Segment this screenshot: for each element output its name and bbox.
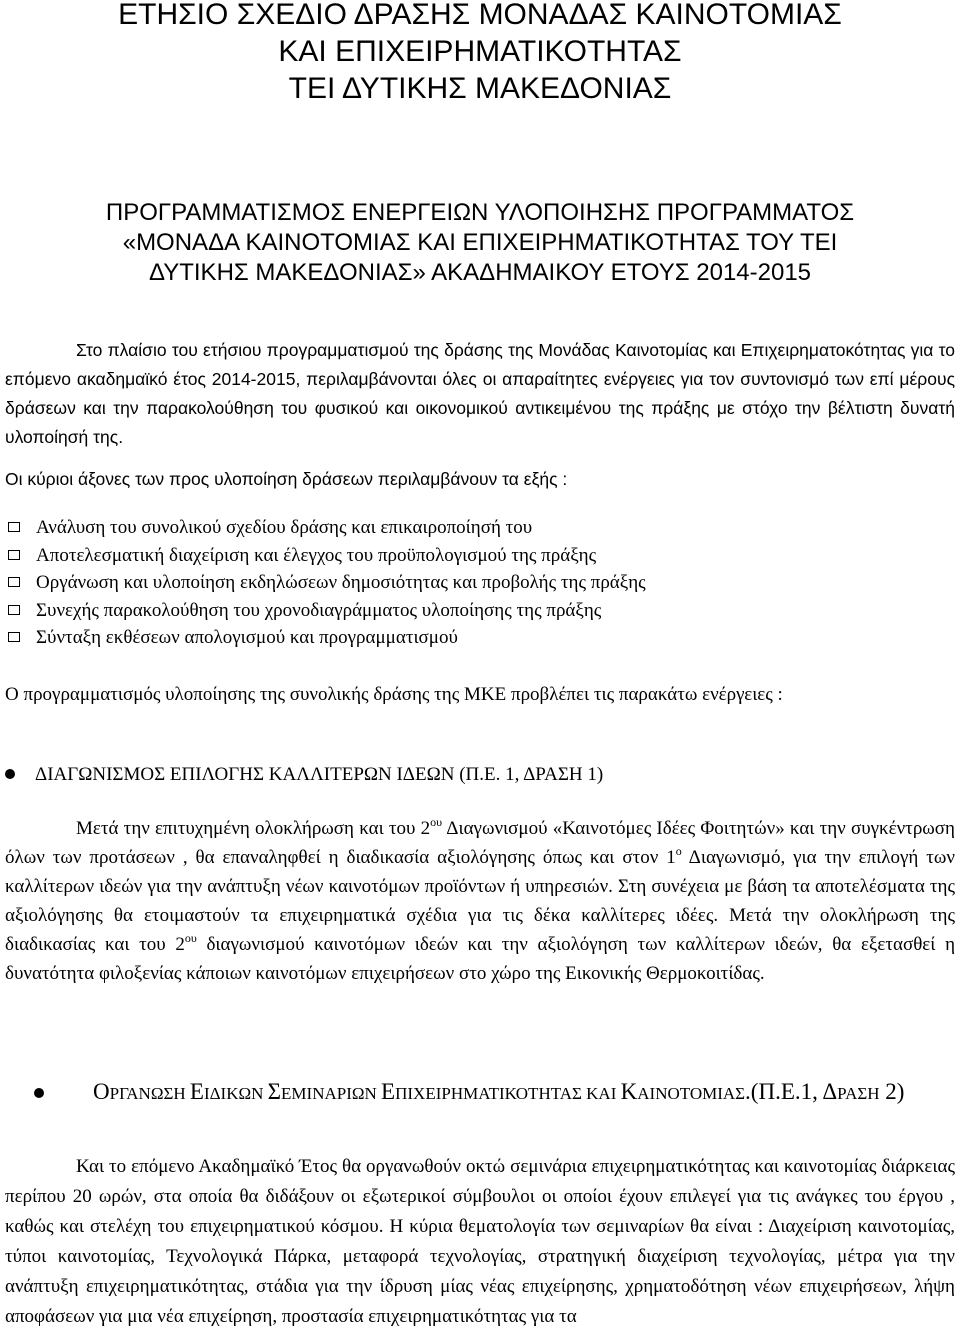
action-1-paragraph — [5, 814, 955, 988]
text-run: ΡΑΣΗ — [837, 1084, 880, 1103]
list-item — [5, 514, 955, 542]
action-2-paragraph: Και το επόμενο Ακαδημαϊκό Έτος θα οργανωθούν οκτώ σεμινάρια επιχειρηματικότητας και καινοτομίας διάρκειας περίπου 20 ωρών, στα οποία θα διδάξουν οι εξωτερικοί σύμβουλοι οι οποίοι έχουν επιλεγεί για τις ανάγκες του έργου , καθώς και στελέχη του επιχειρηματικού κόσμου. Η κύρια θεματολογία των σεμιναρίων θα είναι : Διαχείριση καινοτομίας, τύποι καινοτομίας, Τεχνολογικά Πάρκα, μεταφορά τεχνολογίας, στρατηγική διαχείριση τεχνολογίας, μέτρα για την ανάπτυξη επιχειρηματικότητας, στάδια για την ίδρυση μίας νέας επιχείρησης, χρηματοδότηση νέων επιχειρήσεων, λήψη αποφάσεων για μια νέα επιχείρηση, προστασία επιχειρηματικότητας για τα — [5, 1156, 955, 1327]
subtitle-line-2: «ΜΟΝΑΔΑ ΚΑΙΝΟΤΟΜΙΑΣ ΚΑΙ ΕΠΙΧΕΙΡΗΜΑΤΙΚΟΤΗΤΑΣ ΤΟΥ ΤΕΙ — [122, 229, 838, 256]
title-line-1: ΕΤΗΣΙΟ ΣΧΕΔΙΟ ΔΡΑΣΗΣ ΜΟΝΑΔΑΣ ΚΑΙΝΟΤΟΜΙΑΣ — [118, 0, 842, 31]
text-run: ΙΔΙΚΩΝ — [203, 1084, 268, 1103]
superscript: ου — [430, 815, 443, 829]
axis-text: Συνεχής παρακολούθηση του χρονοδιαγράμματος υλοποίησης της πράξης — [36, 599, 602, 621]
document-title — [0, 0, 960, 107]
subtitle-line-3: ΔΥΤΙΚΗΣ ΜΑΚΕΔΟΝΙΑΣ» ΑΚΑΔΗΜΑΙΚΟΥ ΕΤΟΥΣ 2014-2015 — [148, 259, 812, 286]
bullet-icon — [5, 769, 15, 779]
list-item — [5, 597, 955, 625]
text-run: διαγωνισμού καινοτόμων ιδεών και την αξιολόγηση των καλλίτερων ιδεών, θα εξετασθεί η δυνατότητα φιλοξενίας κάποιων καινοτόμων επιχειρήσεων στο χώρο της Εικονικής Θερμοκοιτίδας. — [5, 934, 956, 984]
action-1-heading-text: ΔΙΑΓΩΝΙΣΜΟΣ ΕΠΙΛΟΓΗΣ ΚΑΛΛΙΤΕΡΩΝ ΙΔΕΩΝ (Π.Ε. 1, ΔΡΑΣΗ 1) — [35, 764, 604, 785]
axes-list — [5, 514, 955, 652]
checkbox-icon — [8, 605, 20, 615]
text-run: Κ — [620, 1079, 638, 1104]
text-run: 2) — [879, 1079, 905, 1104]
text-run: ΕΜΙΝΑΡΙΩΝ — [281, 1084, 382, 1103]
text-run: Ε — [381, 1079, 396, 1104]
checkbox-icon — [8, 632, 20, 642]
text-run: .(Π.Ε.1, — [745, 1079, 823, 1104]
list-item — [5, 624, 955, 652]
list-item — [5, 569, 955, 597]
text-run: Διαγωνισμό, για την επιλογή των καλλίτερων ιδεών για την ανάπτυξη νέων καινοτόμων προϊόντων ή υπηρεσιών. Στη συνέχεια με βάση τα αποτελέσματα της αξιολόγησης θα ετοιμαστούν τα επιχειρηματικά σχέδια για τις δέκα καλλίτερες ιδέες. Μετά την ολοκλήρωση της διαδικασίας και του 2 — [5, 847, 956, 955]
text-run: ΡΓΑΝΩΣΗ — [109, 1084, 190, 1103]
text-run: Ο — [93, 1079, 110, 1104]
subtitle-line-1: ΠΡΟΓΡΑΜΜΑΤΙΣΜΟΣ ΕΝΕΡΓΕΙΩΝ ΥΛΟΠΟΙΗΣΗΣ ΠΡΟΓΡΑΜΜΑΤΟΣ — [105, 199, 855, 226]
planning-paragraph: Ο προγραμματισμός υλοποίησης της συνολικής δράσης της ΜΚΕ προβλέπει τις παρακάτω ενέργειες : — [5, 684, 783, 705]
text-run: ΑΙΝΟΤΟΜΙΑΣ — [637, 1084, 746, 1103]
axis-text: Αποτελεσματική διαχείριση και έλεγχος του προϋπολογισμού της πράξης — [36, 544, 597, 566]
axes-intro: Οι κύριοι άξονες των προς υλοποίηση δράσεων περιλαμβάνουν τα εξής : — [5, 469, 568, 489]
intro-paragraph: Στο πλαίσιο του ετήσιου προγραμματισμού της δράσης της Μονάδας Καινοτομίας και Επιχειρηματοκότητας για το επόμενο ακαδημαϊκό έτος 2014-2015, περιλαμβάνονται όλες οι απαραίτητες ενέργειες για τον συντονισμό των επί μέρους δράσεων και την παρακολούθηση του φυσικού και οικονομικού αντικειμένου της πράξης με στόχο την βέλτιστη δυνατή υλοποίησή της. — [5, 340, 955, 447]
action-2-heading — [5, 1076, 955, 1109]
text-run: Μετά την επιτυχημένη ολοκλήρωση και του 2 — [76, 818, 431, 839]
program-subtitle — [0, 198, 960, 288]
checkbox-icon — [8, 550, 20, 560]
text-run: Σ — [267, 1079, 282, 1104]
checkbox-icon — [8, 522, 20, 532]
checkbox-icon — [8, 577, 20, 587]
axis-text: Ανάλυση του συνολικού σχεδίου δράσης και επικαιροποίησή του — [36, 517, 533, 538]
text-run: Διαγωνισμού «Καινοτόμες Ιδέες Φοιτητών» και την συγκέντρωση όλων των προτάσεων , θα επαναληφθεί η διαδικασία αξιολόγησης όπως και στον 1 — [5, 818, 955, 868]
superscript: ο — [675, 844, 682, 858]
superscript: ου — [184, 931, 197, 945]
axis-text: Σύνταξη εκθέσεων απολογισμού και προγραμματισμού — [36, 627, 458, 648]
axis-text: Οργάνωση και υλοποίηση εκδηλώσεων δημοσιότητας και προβολής της πράξης — [36, 572, 646, 593]
list-item — [5, 542, 955, 570]
bullet-icon — [34, 1088, 44, 1098]
title-line-2: ΚΑΙ ΕΠΙΧΕΙΡΗΜΑΤΙΚΟΤΗΤΑΣ — [278, 35, 682, 68]
title-line-3: ΤΕΙ ΔΥΤΙΚΗΣ ΜΑΚΕΔΟΝΙΑΣ — [288, 72, 672, 105]
text-run: Ε — [189, 1079, 204, 1104]
text-run: ΠΙΧΕΙΡΗΜΑΤΙΚΟΤΗΤΑΣ ΚΑΙ — [395, 1084, 621, 1103]
action-1-heading — [5, 760, 955, 789]
text-run: Δ — [822, 1079, 838, 1104]
